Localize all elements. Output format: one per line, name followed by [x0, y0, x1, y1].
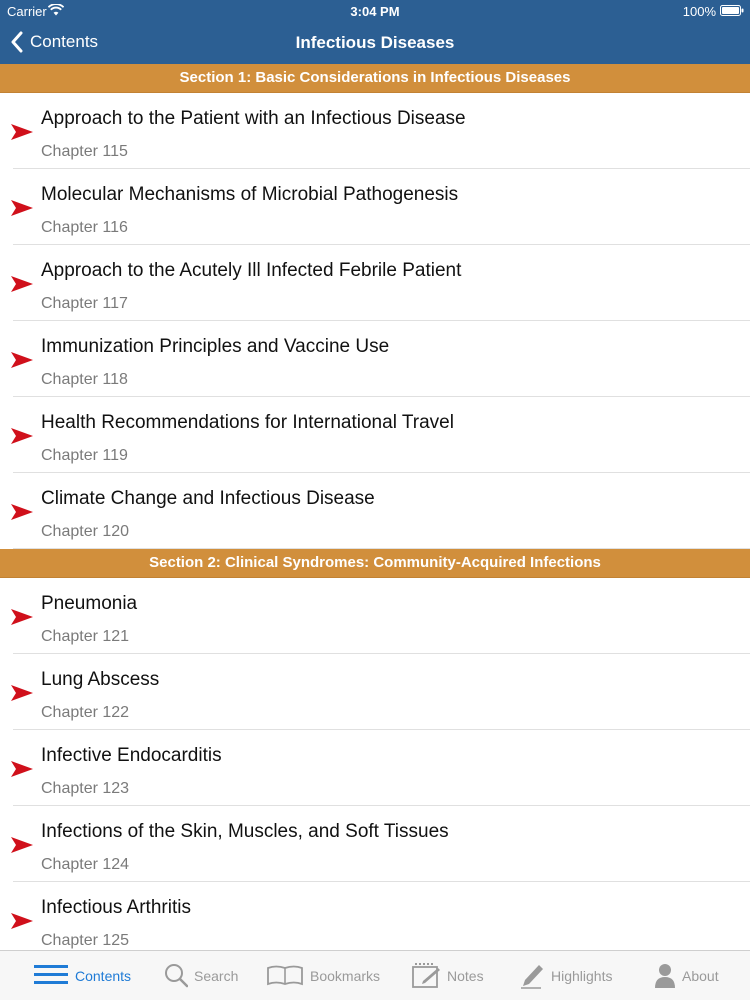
section-header: Section 1: Basic Considerations in Infectious Diseases: [0, 64, 750, 93]
chapter-row[interactable]: [0, 321, 750, 397]
chapter-row[interactable]: [0, 882, 750, 951]
tab-about[interactable]: [654, 951, 719, 1000]
chapter-title: Infectious Arthritis: [41, 897, 191, 918]
status-bar: [0, 0, 750, 22]
chapter-number: Chapter 123: [41, 780, 130, 797]
chapter-number: Chapter 116: [41, 219, 128, 236]
chapter-row[interactable]: [0, 654, 750, 730]
carrier-label: Carrier: [7, 4, 47, 19]
chapter-title: Molecular Mechanisms of Microbial Pathogenesis: [41, 184, 459, 205]
book-icon: [266, 962, 304, 990]
battery-icon: [720, 5, 744, 16]
chapter-number: Chapter 121: [41, 628, 130, 645]
tab-label: About: [682, 967, 719, 984]
battery-percent: 100%: [682, 4, 716, 19]
person-icon: [654, 962, 676, 990]
arrow-right-icon: [10, 684, 34, 702]
list-icon: [33, 962, 69, 990]
arrow-right-icon: [10, 199, 34, 217]
chapter-row[interactable]: [0, 473, 750, 549]
tab-bookmarks[interactable]: [266, 951, 380, 1000]
section-header: Section 2: Clinical Syndromes: Community-Acquired Infections: [0, 549, 750, 578]
tab-label: Bookmarks: [310, 967, 381, 984]
search-icon: [162, 962, 188, 990]
arrow-right-icon: [10, 123, 34, 141]
chapter-title: Approach to the Patient with an Infectious Disease: [41, 108, 466, 129]
tab-notes[interactable]: [411, 951, 484, 1000]
chapter-title: Pneumonia: [41, 593, 138, 614]
header: [0, 0, 750, 64]
chapter-title: Approach to the Acutely Ill Infected Febrile Patient: [41, 260, 462, 281]
chapter-row[interactable]: [0, 397, 750, 473]
tab-contents[interactable]: [33, 951, 131, 1000]
chapter-title: Climate Change and Infectious Disease: [41, 488, 375, 509]
arrow-right-icon: [10, 427, 34, 445]
chapter-row[interactable]: [0, 730, 750, 806]
chapter-number: Chapter 125: [41, 932, 130, 949]
arrow-right-icon: [10, 608, 34, 626]
chapter-row[interactable]: [0, 169, 750, 245]
chapter-number: Chapter 119: [41, 447, 128, 464]
chapter-title: Infective Endocarditis: [41, 745, 222, 766]
page-title: Infectious Diseases: [295, 33, 455, 52]
tab-label: Notes: [447, 967, 484, 984]
chapter-row[interactable]: [0, 93, 750, 169]
chapter-number: Chapter 115: [41, 143, 128, 160]
arrow-right-icon: [10, 836, 34, 854]
tab-bar: [0, 950, 750, 1000]
chapter-row[interactable]: [0, 578, 750, 654]
chapter-number: Chapter 124: [41, 856, 130, 873]
tab-highlights[interactable]: [519, 951, 612, 1000]
chapter-title: Immunization Principles and Vaccine Use: [41, 336, 390, 357]
chapter-number: Chapter 117: [41, 295, 128, 312]
chapter-number: Chapter 122: [41, 704, 130, 721]
arrow-right-icon: [10, 760, 34, 778]
back-label: Contents: [30, 32, 99, 51]
notes-icon: [411, 962, 441, 990]
chapter-row[interactable]: [0, 806, 750, 882]
arrow-right-icon: [10, 912, 34, 930]
chapter-title: Health Recommendations for International Travel: [41, 412, 454, 433]
chapter-list[interactable]: [0, 64, 750, 951]
clock: 3:04 PM: [350, 4, 400, 19]
arrow-right-icon: [10, 503, 34, 521]
navigation-bar: [0, 22, 750, 64]
chapter-number: Chapter 120: [41, 523, 130, 540]
tab-search[interactable]: [162, 951, 238, 1000]
chapter-row[interactable]: [0, 245, 750, 321]
arrow-right-icon: [10, 351, 34, 369]
row-divider: [13, 548, 750, 549]
arrow-right-icon: [10, 275, 34, 293]
chapter-number: Chapter 118: [41, 371, 128, 388]
pen-icon: [519, 962, 545, 990]
chapter-title: Infections of the Skin, Muscles, and Soft Tissues: [41, 821, 449, 842]
tab-label: Contents: [75, 967, 132, 984]
tab-label: Search: [194, 967, 239, 984]
tab-label: Highlights: [551, 967, 613, 984]
chapter-title: Lung Abscess: [41, 669, 160, 690]
